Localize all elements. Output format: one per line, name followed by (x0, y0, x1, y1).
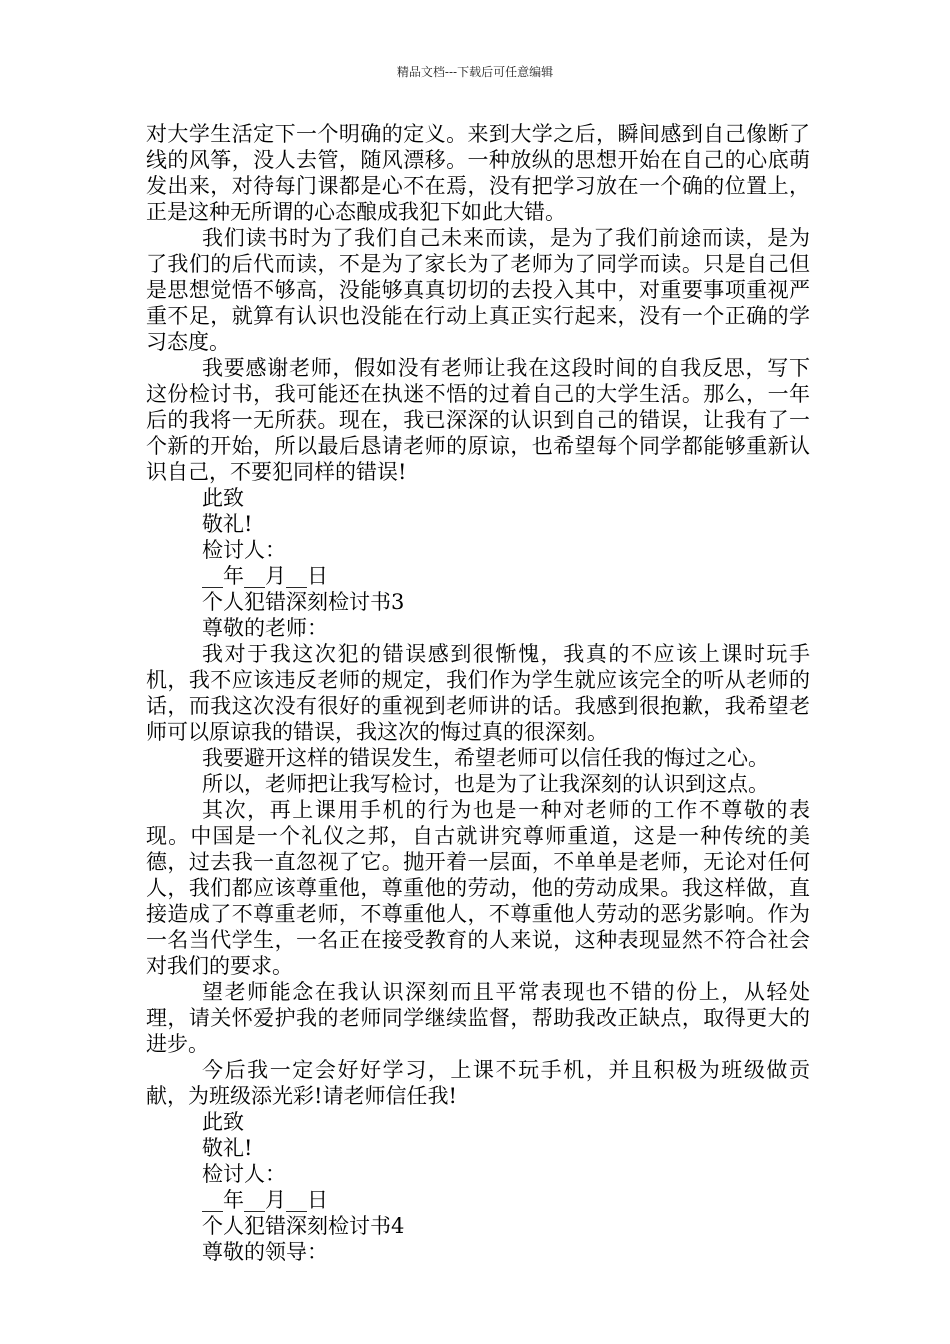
document-body (146, 121, 810, 1265)
paragraph: 我要感谢老师，假如没有老师让我在这段时间的自我反思，写下这份检讨书，我可能还在执迷不悟的过着自己的大学生活。那么，一年后的我将一无所获。现在，我已深深的认识到自己的错误，让我有了一个新的开始，所以最后恳请老师的原谅，也希望每个同学都能够重新认识自己，不要犯同样的错误! (146, 356, 810, 484)
paragraph: 所以，老师把让我写检讨，也是为了让我深刻的认识到这点。 (202, 772, 769, 796)
closing-salutation: 此致 (202, 486, 244, 510)
section-title: 个人犯错深刻检讨书4 (202, 1214, 405, 1238)
paragraph: 我要避开这样的错误发生，希望老师可以信任我的悔过之心。 (202, 746, 769, 770)
paragraph: 我对于我这次犯的错误感到很惭愧，我真的不应该上课时玩手机，我不应该违反老师的规定，我们作为学生就应该完全的听从老师的话，而我这次没有很好的重视到老师讲的话。我感到很抱歉，我希望老师可以原谅我的错误，我这次的悔过真的很深刻。 (146, 642, 810, 744)
date-line: __年__月__日 (202, 1188, 328, 1212)
closing-regards: 敬礼! (202, 512, 253, 536)
page-header: 精品文档---下载后可任意编辑 (396, 65, 554, 79)
paragraph: 今后我一定会好好学习，上课不玩手机，并且积极为班级做贡献，为班级添光彩!请老师信任我! (146, 1058, 810, 1108)
paragraph: 我们读书时为了我们自己未来而读，是为了我们前途而读，是为了我们的后代而读，不是为了家长为了老师为了同学而读。只是自己但是思想觉悟不够高，没能够真真切切的去投入其中，对重要事项重视严重不足，就算有认识也没能在行动上真正实行起来，没有一个正确的学习态度。 (146, 226, 810, 354)
signature-label: 检讨人： (202, 538, 286, 562)
date-line: __年__月__日 (202, 564, 328, 588)
section-title: 个人犯错深刻检讨书3 (202, 590, 405, 614)
signature-label: 检讨人： (202, 1162, 286, 1186)
closing-salutation: 此致 (202, 1110, 244, 1134)
greeting: 尊敬的老师： (202, 616, 328, 640)
paragraph: 望老师能念在我认识深刻而且平常表现也不错的份上，从轻处理，请关怀爱护我的老师同学继续监督，帮助我改正缺点，取得更大的进步。 (146, 980, 810, 1056)
paragraph: 其次，再上课用手机的行为也是一种对老师的工作不尊敬的表现。中国是一个礼仪之邦，自古就讲究尊师重道，这是一种传统的美德，过去我一直忽视了它。抛开着一层面，不单单是老师，无论对任何人，我们都应该尊重他，尊重他的劳动，他的劳动成果。我这样做，直接造成了不尊重老师，不尊重他人，不尊重他人劳动的恶劣影响。作为一名当代学生，一名正在接受教育的人来说，这种表现显然不符合社会对我们的要求。 (146, 798, 810, 978)
closing-regards: 敬礼! (202, 1136, 253, 1160)
greeting: 尊敬的领导： (202, 1240, 328, 1264)
paragraph: 对大学生活定下一个明确的定义。来到大学之后，瞬间感到自己像断了线的风筝，没人去管，随风漂移。一种放纵的思想开始在自己的心底萌发出来，对待每门课都是心不在焉，没有把学习放在一个确的位置上，正是这种无所谓的心态酿成我犯下如此大错。 (146, 122, 810, 224)
